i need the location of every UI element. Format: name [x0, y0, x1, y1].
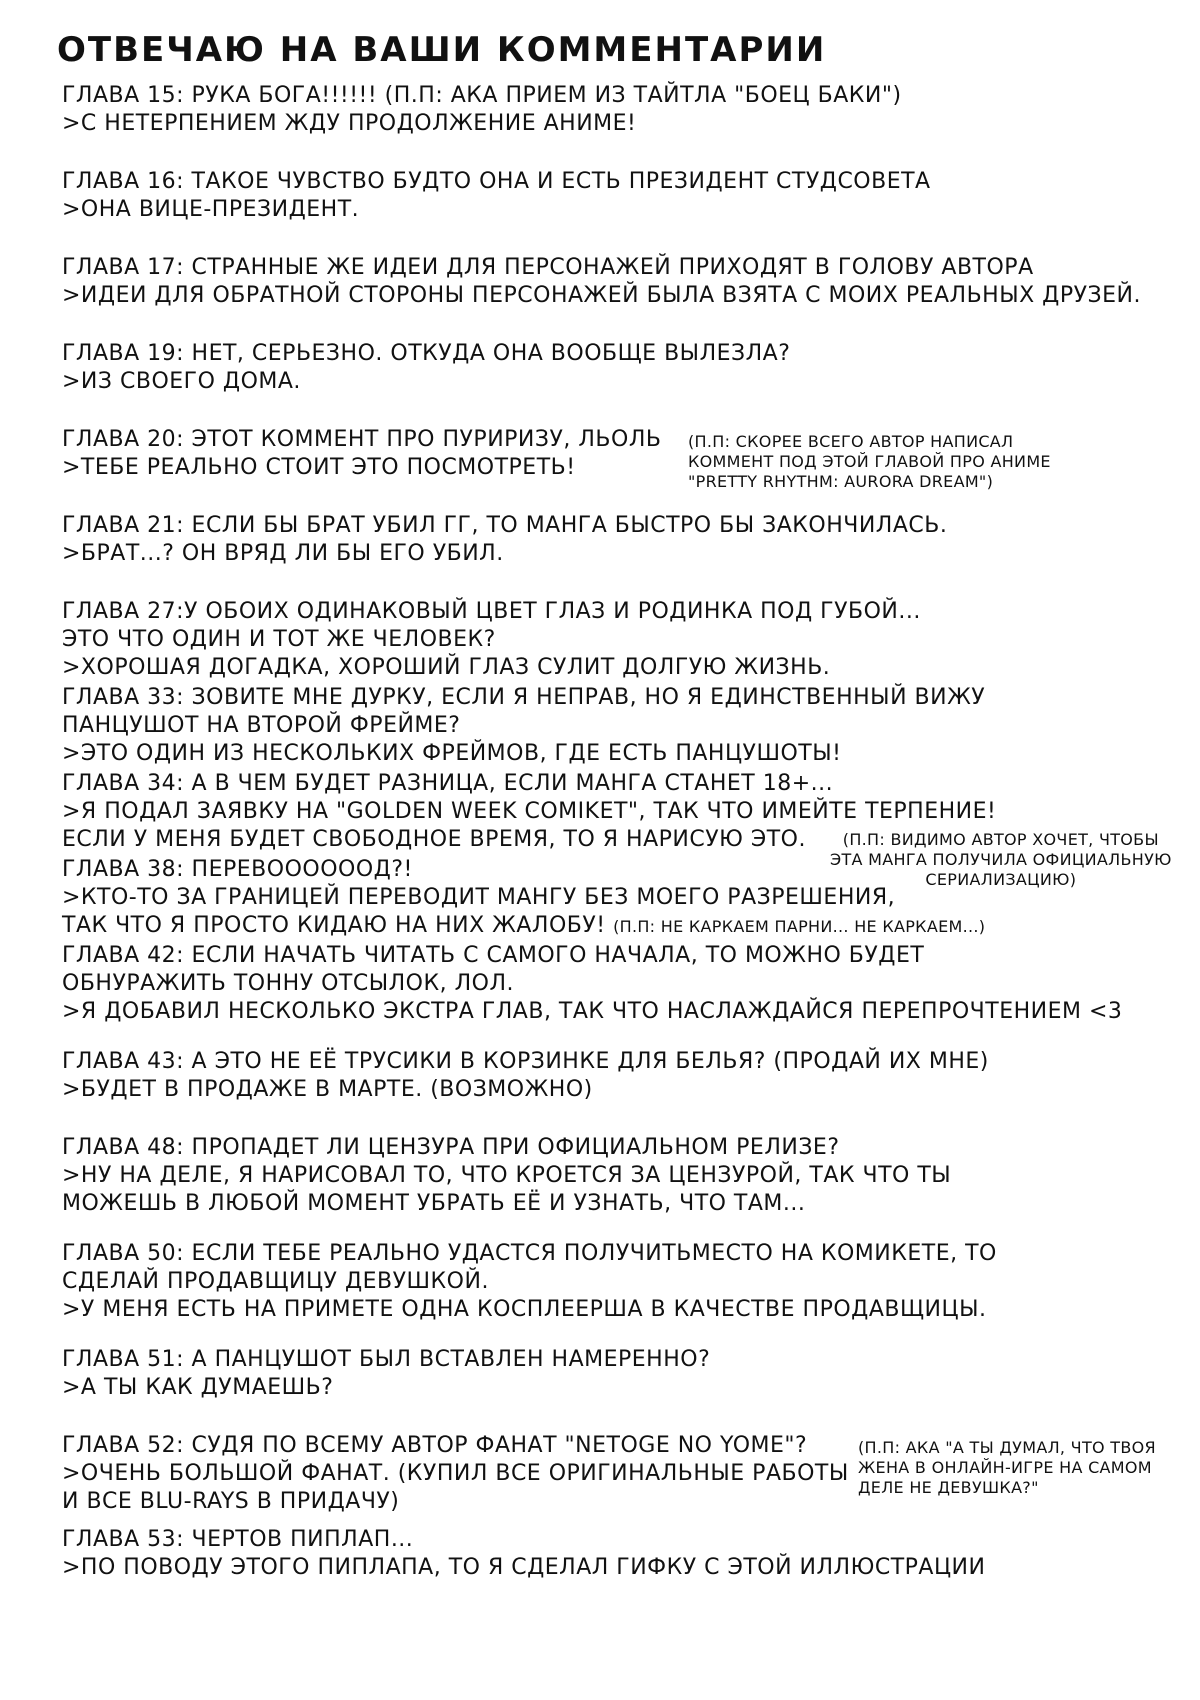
entry-line: >А ТЫ КАК ДУМАЕШЬ? — [62, 1375, 334, 1400]
note-line: ЭТА МАНГА ПОЛУЧИЛА ОФИЦИАЛЬНУЮ — [830, 850, 1172, 869]
entry-line: >НУ НА ДЕЛЕ, Я НАРИСОВАЛ ТО, ЧТО КРОЕТСЯ ЗА ЦЕНЗУРОЙ, ТАК ЧТО ТЫ — [62, 1163, 952, 1188]
note-line: (П.П: АКА "А ТЫ ДУМАЛ, ЧТО ТВОЯ — [858, 1438, 1156, 1457]
entry-line: И ВСЕ BLU-RAYS В ПРИДАЧУ) — [62, 1489, 400, 1514]
entry-line: ГЛАВА 48: ПРОПАДЕТ ЛИ ЦЕНЗУРА ПРИ ОФИЦИАЛЬНОМ РЕЛИЗЕ? — [62, 1135, 840, 1160]
entry-line: >ЭТО ОДИН ИЗ НЕСКОЛЬКИХ ФРЕЙМОВ, ГДЕ ЕСТЬ ПАНЦУШОТЫ! — [62, 741, 842, 766]
entry-line: >КТО-ТО ЗА ГРАНИЦЕЙ ПЕРЕВОДИТ МАНГУ БЕЗ МОЕГО РАЗРЕШЕНИЯ, — [62, 885, 896, 910]
entry-line: >Я ПОДАЛ ЗАЯВКУ НА "GOLDEN WEEK COMIKET", ТАК ЧТО ИМЕЙТЕ ТЕРПЕНИЕ! — [62, 799, 997, 824]
entry-ch17 — [62, 254, 1141, 310]
entry-ch27 — [62, 598, 921, 682]
entry-line: ГЛАВА 38: ПЕРЕВООООООД?! — [62, 857, 413, 882]
entry-ch21 — [62, 512, 947, 568]
entry-line — [62, 912, 985, 940]
entry-line: >ИЗ СВОЕГО ДОМА. — [62, 369, 301, 394]
entry-line: >ИДЕИ ДЛЯ ОБРАТНОЙ СТОРОНЫ ПЕРСОНАЖЕЙ БЫЛА ВЗЯТА С МОИХ РЕАЛЬНЫХ ДРУЗЕЙ. — [62, 283, 1142, 308]
entry-line: >У МЕНЯ ЕСТЬ НА ПРИМЕТЕ ОДНА КОСПЛЕЕРША В КАЧЕСТВЕ ПРОДАВЩИЦЫ. — [62, 1297, 987, 1322]
entry-line: ЕСЛИ У МЕНЯ БУДЕТ СВОБОДНОЕ ВРЕМЯ, ТО Я НАРИСУЮ ЭТО. — [62, 827, 806, 852]
entry-line: ГЛАВА 42: ЕСЛИ НАЧАТЬ ЧИТАТЬ С САМОГО НАЧАЛА, ТО МОЖНО БУДЕТ — [62, 943, 925, 968]
entry-ch20 — [62, 426, 661, 482]
entry-text: ТАК ЧТО Я ПРОСТО КИДАЮ НА НИХ ЖАЛОБУ! — [62, 913, 606, 938]
entry-line: СДЕЛАЙ ПРОДАВЩИЦУ ДЕВУШКОЙ. — [62, 1269, 489, 1294]
entry-line: ГЛАВА 15: РУКА БОГА!!!!!! (П.П: АКА ПРИЕМ ИЗ ТАЙТЛА "БОЕЦ БАКИ") — [62, 83, 902, 108]
entry-ch38 — [62, 856, 985, 940]
entry-line: >С НЕТЕРПЕНИЕМ ЖДУ ПРОДОЛЖЕНИЕ АНИМЕ! — [62, 111, 637, 136]
entry-ch33 — [62, 684, 985, 768]
entry-line: ПАНЦУШОТ НА ВТОРОЙ ФРЕЙМЕ? — [62, 713, 461, 738]
entry-ch53 — [62, 1526, 985, 1582]
entry-line: >БРАТ...? ОН ВРЯД ЛИ БЫ ЕГО УБИЛ. — [62, 541, 504, 566]
entry-line: ГЛАВА 34: А В ЧЕМ БУДЕТ РАЗНИЦА, ЕСЛИ МАНГА СТАНЕТ 18+... — [62, 771, 834, 796]
note-line: "PRETTY RHYTHM: AURORA DREAM") — [688, 472, 994, 491]
entry-line: ГЛАВА 16: ТАКОЕ ЧУВСТВО БУДТО ОНА И ЕСТЬ ПРЕЗИДЕНТ СТУДСОВЕТА — [62, 169, 931, 194]
note-line: ЖЕНА В ОНЛАЙН-ИГРЕ НА САМОМ — [858, 1458, 1152, 1477]
entry-line: >БУДЕТ В ПРОДАЖЕ В МАРТЕ. (ВОЗМОЖНО) — [62, 1077, 593, 1102]
note-line: СЕРИАЛИЗАЦИЮ) — [925, 870, 1077, 889]
entry-line: ГЛАВА 33: ЗОВИТЕ МНЕ ДУРКУ, ЕСЛИ Я НЕПРАВ, НО Я ЕДИНСТВЕННЫЙ ВИЖУ — [62, 685, 986, 710]
entry-ch51 — [62, 1346, 710, 1402]
entry-line: ГЛАВА 43: А ЭТО НЕ ЕЁ ТРУСИКИ В КОРЗИНКЕ ДЛЯ БЕЛЬЯ? (ПРОДАЙ ИХ МНЕ) — [62, 1049, 989, 1074]
entry-line: ГЛАВА 50: ЕСЛИ ТЕБЕ РЕАЛЬНО УДАСТСЯ ПОЛУЧИТЬМЕСТО НА КОМИКЕТЕ, ТО — [62, 1241, 997, 1266]
entry-ch19 — [62, 340, 790, 396]
entry-line: ГЛАВА 17: СТРАННЫЕ ЖЕ ИДЕИ ДЛЯ ПЕРСОНАЖЕЙ ПРИХОДЯТ В ГОЛОВУ АВТОРА — [62, 255, 1034, 280]
entry-line: МОЖЕШЬ В ЛЮБОЙ МОМЕНТ УБРАТЬ ЕЁ И УЗНАТЬ, ЧТО ТАМ... — [62, 1191, 806, 1216]
entry-line: ОБНУРАЖИТЬ ТОННУ ОТСЫЛОК, ЛОЛ. — [62, 971, 514, 996]
entry-line: ГЛАВА 52: СУДЯ ПО ВСЕМУ АВТОР ФАНАТ "NETOGE NO YOME"? — [62, 1433, 808, 1458]
entry-line: ГЛАВА 53: ЧЕРТОВ ПИПЛАП... — [62, 1527, 414, 1552]
entry-line: ЭТО ЧТО ОДИН И ТОТ ЖЕ ЧЕЛОВЕК? — [62, 627, 496, 652]
note-line: ДЕЛЕ НЕ ДЕВУШКА?" — [858, 1478, 1039, 1497]
entry-line: >ОНА ВИЦЕ-ПРЕЗИДЕНТ. — [62, 197, 360, 222]
entry-line: >ПО ПОВОДУ ЭТОГО ПИПЛАПА, ТО Я СДЕЛАЛ ГИФКУ С ЭТОЙ ИЛЛЮСТРАЦИИ — [62, 1555, 986, 1580]
entry-line: ГЛАВА 20: ЭТОТ КОММЕНТ ПРО ПУРИРИЗУ, ЛЬОЛЬ — [62, 427, 662, 452]
entry-line: >ОЧЕНЬ БОЛЬШОЙ ФАНАТ. (КУПИЛ ВСЕ ОРИГИНАЛЬНЫЕ РАБОТЫ — [62, 1461, 849, 1486]
entry-ch48 — [62, 1134, 951, 1218]
page-title: ОТВЕЧАЮ НА ВАШИ КОММЕНТАРИИ — [57, 30, 827, 70]
entry-line: ГЛАВА 27:У ОБОИХ ОДИНАКОВЫЙ ЦВЕТ ГЛАЗ И РОДИНКА ПОД ГУБОЙ... — [62, 599, 921, 624]
note-line: (П.П: СКОРЕЕ ВСЕГО АВТОР НАПИСАЛ — [688, 432, 1014, 451]
entry-ch52 — [62, 1432, 849, 1516]
entry-ch16 — [62, 168, 931, 224]
entry-ch42 — [62, 942, 1122, 1026]
entry-line: >ХОРОШАЯ ДОГАДКА, ХОРОШИЙ ГЛАЗ СУЛИТ ДОЛГУЮ ЖИЗНЬ. — [62, 655, 831, 680]
note-line: (П.П: ВИДИМО АВТОР ХОЧЕТ, ЧТОБЫ — [842, 830, 1159, 849]
entry-ch43 — [62, 1048, 989, 1104]
entry-line: >Я ДОБАВИЛ НЕСКОЛЬКО ЭКСТРА ГЛАВ, ТАК ЧТО НАСЛАЖДАЙСЯ ПЕРЕПРОЧТЕНИЕМ <3 — [62, 999, 1123, 1024]
entry-line: >ТЕБЕ РЕАЛЬНО СТОИТ ЭТО ПОСМОТРЕТЬ! — [62, 455, 576, 480]
entry-ch15 — [62, 82, 902, 138]
entry-ch50 — [62, 1240, 997, 1324]
note-line: КОММЕНТ ПОД ЭТОЙ ГЛАВОЙ ПРО АНИМЕ — [688, 452, 1051, 471]
translator-note-ch20 — [688, 432, 1051, 492]
entry-line: ГЛАВА 21: ЕСЛИ БЫ БРАТ УБИЛ ГГ, ТО МАНГА БЫСТРО БЫ ЗАКОНЧИЛАСЬ. — [62, 513, 948, 538]
entry-line: ГЛАВА 51: А ПАНЦУШОТ БЫЛ ВСТАВЛЕН НАМЕРЕННО? — [62, 1347, 711, 1372]
translator-note-ch38: (П.П: НЕ КАРКАЕМ ПАРНИ... НЕ КАРКАЕМ...) — [613, 917, 986, 936]
entry-line: ГЛАВА 19: НЕТ, СЕРЬЕЗНО. ОТКУДА ОНА ВООБЩЕ ВЫЛЕЗЛА? — [62, 341, 791, 366]
translator-note-ch52 — [858, 1438, 1156, 1498]
